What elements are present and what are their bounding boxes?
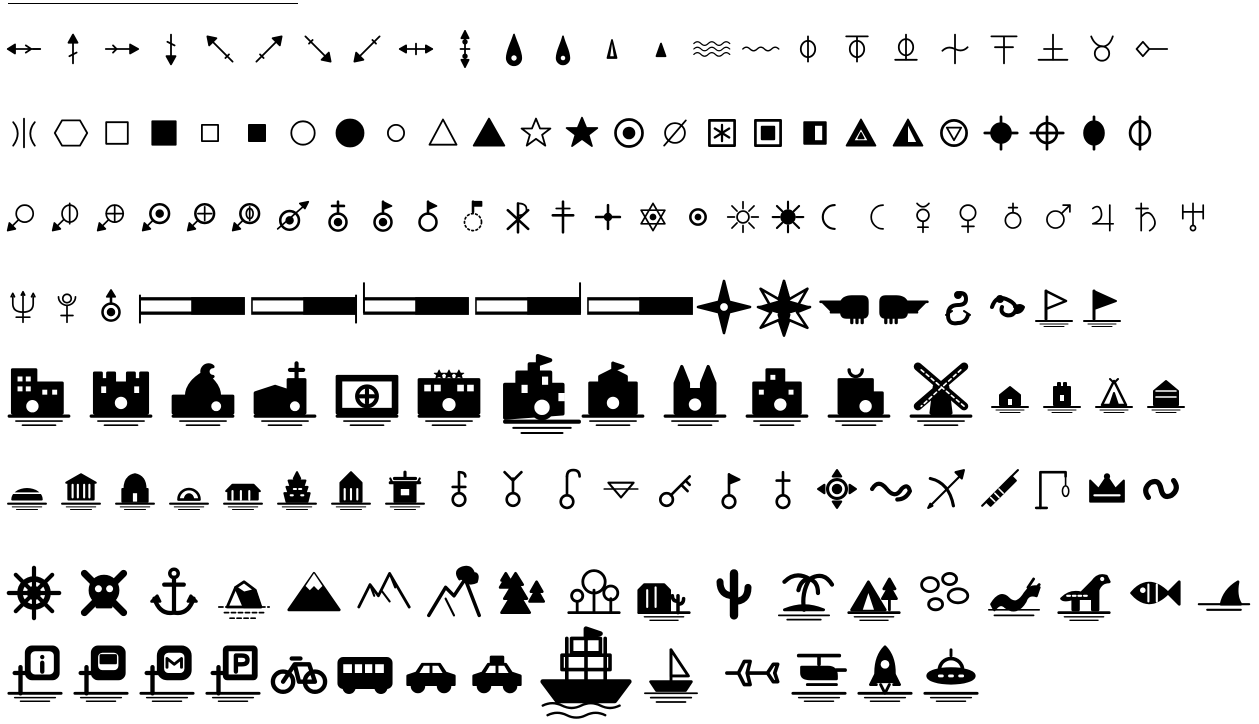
hotel-icon: [416, 352, 482, 434]
square-in-square-icon: [750, 92, 786, 174]
dinosaur-icon: [1056, 552, 1112, 634]
wave-swash-icon: [870, 448, 912, 530]
skull-crossbones-icon: [76, 552, 132, 634]
half-triangle-icon: [890, 92, 926, 174]
mountain-snow-icon: [286, 552, 342, 634]
dome-hut-icon: [6, 448, 48, 530]
symbol-row: [6, 8, 1254, 90]
sun-eye-icon: [816, 448, 858, 530]
symbol-row: [6, 552, 1254, 634]
bow-arrow-icon: [924, 448, 966, 530]
flag-circle-icon: [708, 448, 750, 530]
triangle-in-triangle-icon: [843, 92, 879, 174]
tee-top-icon: [986, 8, 1022, 90]
phi-arrow-icon: [51, 176, 85, 258]
spike-large-icon: [496, 8, 532, 90]
palace-castle-icon: [498, 352, 586, 434]
scale-bar-1-icon: [138, 266, 246, 348]
venus-arrow-left-icon: [6, 176, 40, 258]
scale-bar-4-icon: [474, 266, 582, 348]
mars-icon: [1041, 176, 1075, 258]
ellipse-filled-icon: [1076, 92, 1112, 174]
crescent-outline-icon: [816, 176, 850, 258]
circle-small-outline-icon: [378, 92, 414, 174]
crook-circle-icon: [546, 448, 588, 530]
fish-icon: [1126, 552, 1182, 634]
arrow-ne-icon: [251, 8, 287, 90]
triangle-outline-icon: [425, 92, 461, 174]
dagger-cross-icon: [546, 176, 580, 258]
hand-pointing-right-icon: [878, 266, 930, 348]
ufo-icon: [922, 632, 980, 714]
pagoda-tiered-icon: [276, 448, 318, 530]
square-outline-icon: [99, 92, 135, 174]
sea-creature-2-icon: [986, 266, 1026, 348]
arrow-double-left-right-icon: [6, 8, 42, 90]
phi-icon: [790, 8, 826, 90]
neptune-icon: [6, 266, 40, 348]
arrow-up-icon: [55, 8, 91, 90]
galleon-icon: [534, 624, 638, 720]
sea-creature-1-icon: [938, 266, 978, 348]
symbol-row: [6, 176, 1254, 258]
crown-icon: [1086, 448, 1128, 530]
compass-8-point-icon: [758, 266, 810, 348]
half-square-icon: [797, 92, 833, 174]
phi-bar-bottom-icon: [888, 8, 924, 90]
arrow-cross-vertical-icon: [447, 8, 483, 90]
tent-icon: [1094, 352, 1134, 434]
crescent-filled-icon: [861, 176, 895, 258]
arrow-se-icon: [300, 8, 336, 90]
arrow-sw-icon: [349, 8, 385, 90]
bus-icon: [336, 632, 394, 714]
arrow-right-tail-icon: [104, 8, 140, 90]
cross-circle-staff-icon: [492, 448, 534, 530]
hexagon-icon: [53, 92, 89, 174]
shrine-icon: [384, 448, 426, 530]
hospital-icon: [334, 352, 400, 434]
circle-triangle-icon: [936, 92, 972, 174]
mosque-small-icon: [826, 352, 892, 434]
diamond-line-icon: [1133, 8, 1169, 90]
mosque-icon: [170, 352, 236, 434]
cave-dome-icon: [168, 448, 210, 530]
fort-icon: [580, 352, 646, 434]
symbol-row: [6, 632, 1254, 714]
sign-info-icon: [6, 632, 64, 714]
uranus-icon: [1176, 176, 1210, 258]
phi-bar-top-icon: [839, 8, 875, 90]
symbol-row: [6, 266, 1254, 348]
spike-tiny-icon: [643, 8, 679, 90]
pluto-icon: [50, 266, 84, 348]
square-small-filled-icon: [239, 92, 275, 174]
sailboat-icon: [642, 632, 700, 714]
arrow-down-icon: [153, 8, 189, 90]
hut-icon: [1146, 352, 1186, 434]
mercury-icon: [906, 176, 940, 258]
spike-medium-icon: [545, 8, 581, 90]
church-icon: [252, 352, 318, 434]
target-arrow-icon: [141, 176, 175, 258]
hand-pointing-left-icon: [818, 266, 870, 348]
target-cross-top-icon: [321, 176, 355, 258]
sign-metro-icon: [138, 632, 196, 714]
circle-filled-icon: [332, 92, 368, 174]
square-small-outline-icon: [192, 92, 228, 174]
palm-island-icon: [776, 552, 832, 634]
rocket-slant-icon: [978, 448, 1020, 530]
phi-target-arrow-icon: [231, 176, 265, 258]
cactus-icon: [706, 552, 762, 634]
crossed-target-arrow-icon: [186, 176, 220, 258]
pine-forest-icon: [496, 552, 552, 634]
venus-icon: [951, 176, 985, 258]
triangle-filled-icon: [471, 92, 507, 174]
star-outline-icon: [518, 92, 554, 174]
triangle-waterline-icon: [600, 448, 642, 530]
target-flag-icon: [366, 176, 400, 258]
pretzel-icon: [1140, 448, 1182, 530]
circle-flag-icon: [411, 176, 445, 258]
symbol-row: [6, 448, 1254, 530]
circle-outline-icon: [285, 92, 321, 174]
castle-walls-icon: [88, 352, 154, 434]
cross-plus-icon: [591, 176, 625, 258]
jupiter-icon: [1086, 176, 1120, 258]
target-arrow-up-icon: [94, 266, 128, 348]
chapel-icon: [330, 448, 372, 530]
house-small-icon: [990, 352, 1030, 434]
diamond-circle-filled-icon: [983, 92, 1019, 174]
dotted-circle-flag-icon: [456, 176, 490, 258]
tower-small-icon: [1042, 352, 1082, 434]
cross-hook-icon: [937, 8, 973, 90]
square-star-icon: [704, 92, 740, 174]
sign-parking-icon: [204, 632, 262, 714]
longhouse-icon: [222, 448, 264, 530]
sun-filled-icon: [771, 176, 805, 258]
mountain-range-icon: [356, 552, 412, 634]
saturn-icon: [1131, 176, 1165, 258]
temple-icon: [60, 448, 102, 530]
null-sign-icon: [657, 92, 693, 174]
circle-dot-small-icon: [681, 176, 715, 258]
deciduous-trees-icon: [566, 552, 622, 634]
anchor-icon: [146, 552, 202, 634]
flag-outline-icon: [1034, 266, 1074, 348]
stroke-mark-icon: [6, 92, 42, 174]
windmill-icon: [908, 352, 974, 434]
key-slanted-icon: [654, 448, 696, 530]
domed-building-icon: [114, 448, 156, 530]
taxi-icon: [468, 632, 526, 714]
symbol-row: [6, 92, 1254, 174]
star-filled-icon: [564, 92, 600, 174]
symbol-row: [6, 352, 1254, 434]
cathedral-icon: [662, 352, 728, 434]
circle-dot-icon: [611, 92, 647, 174]
arrow-nw-icon: [202, 8, 238, 90]
cross-circle-icon: [1029, 92, 1065, 174]
compass-4-point-icon: [698, 266, 750, 348]
target-arrow-ne-icon: [276, 176, 310, 258]
square-filled-icon: [146, 92, 182, 174]
key-sign-icon: [438, 448, 480, 530]
flag-filled-icon: [1082, 266, 1122, 348]
crossed-circle-arrow-icon: [96, 176, 130, 258]
taurus-sign-icon: [1084, 8, 1120, 90]
scale-bar-2-icon: [250, 266, 358, 348]
gallows-icon: [1032, 448, 1074, 530]
scale-bar-5-icon: [586, 266, 694, 348]
circle-phi-icon: [1122, 92, 1158, 174]
wave-triple-icon: [692, 8, 728, 90]
sun-outline-icon: [726, 176, 760, 258]
mesa-cactus-icon: [636, 552, 692, 634]
wave-single-icon: [741, 8, 777, 90]
rocket-icon: [856, 632, 914, 714]
tee-bottom-icon: [1035, 8, 1071, 90]
town-house-icon: [744, 352, 810, 434]
shark-fin-icon: [1196, 552, 1252, 634]
volcano-icon: [426, 552, 482, 634]
bicycle-icon: [270, 632, 328, 714]
helicopter-icon: [790, 632, 848, 714]
stones-icon: [916, 552, 972, 634]
city-building-icon: [6, 352, 72, 434]
sign-train-icon: [72, 632, 130, 714]
spike-small-icon: [594, 8, 630, 90]
camp-trees-icon: [846, 552, 902, 634]
iceberg-icon: [216, 552, 272, 634]
car-icon: [402, 632, 460, 714]
arrow-cross-horizontal-icon: [398, 8, 434, 90]
star-of-david-icon: [636, 176, 670, 258]
cross-circle-small-icon: [762, 448, 804, 530]
sea-serpent-icon: [986, 552, 1042, 634]
ship-wheel-icon: [6, 552, 62, 634]
airplane-icon: [724, 632, 782, 714]
chi-rho-icon: [501, 176, 535, 258]
earth-cross-icon: [996, 176, 1030, 258]
scale-bar-3-icon: [362, 266, 470, 348]
